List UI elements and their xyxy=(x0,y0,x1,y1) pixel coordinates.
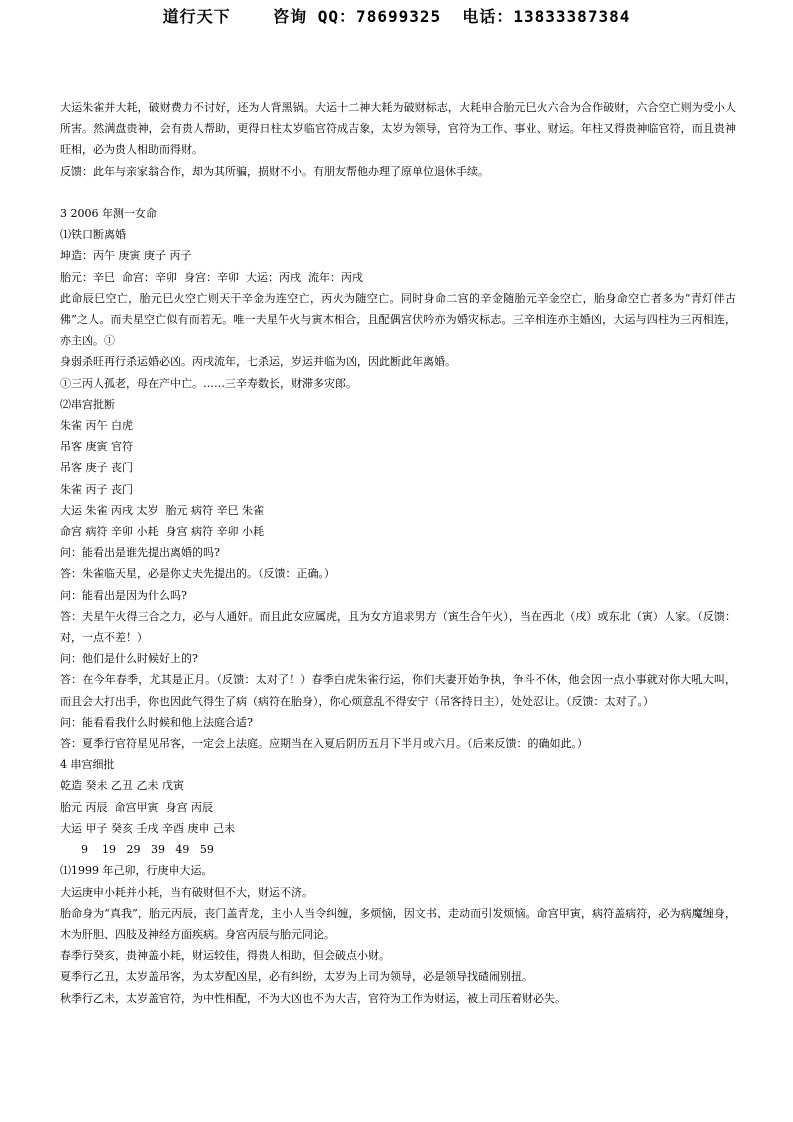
answer: 答：朱雀临天星，必是你丈夫先提出的。（反馈：正确。） xyxy=(60,567,335,581)
paragraph: 胎元：辛巳 命宫：辛卯 身宫：辛卯 大运：丙戌 流年：丙戌 xyxy=(60,270,363,284)
answer: 答：夫星午火得三合之力，必与人通奸。而且此女应属虎，且为女方追求男方（寅生合午火），当在西北（戌）或东北（寅）人家。（反馈：对，一点不差！） xyxy=(60,609,736,645)
section-heading: 4 串宫细批 xyxy=(60,758,115,772)
paragraph: 9 19 29 39 49 59 xyxy=(60,843,214,857)
paragraph: 胎命身为“真我”，胎元丙辰，丧门盖青龙，主小人当令纠缠，多烦恼，因文书、走动而引发烦恼。命宫甲寅，病符盖病符，必为病魔缠身，木为肝胆、四肢及神经方面疾病。身宫丙辰与胎元同论。 xyxy=(60,906,736,941)
subsection-heading: ⑴1999 年己卯，行庚申大运。 xyxy=(60,864,213,878)
question: 问：他们是什么时候好上的? xyxy=(60,652,198,666)
paragraph: 朱雀 丙子 丧门 xyxy=(60,482,133,496)
page-header: 道行天下 咨询 QQ：78699325 电话：13833387384 xyxy=(162,7,631,26)
subsection-heading: ⑵串宫批断 xyxy=(60,397,115,411)
paragraph: 胎元 丙辰 命宫甲寅 身宫 丙辰 xyxy=(60,800,213,814)
section-heading: 3 2006 年测一女命 xyxy=(60,207,157,220)
document-body xyxy=(60,97,736,1009)
paragraph: 大运 朱雀 丙戌 太岁 胎元 病符 辛巳 朱雀 xyxy=(60,503,264,517)
answer: 答：夏季行官符星见吊客，一定会上法庭。应期当在入夏后阴历五月下半月或六月。（后来反馈：的确如此。） xyxy=(60,737,588,751)
paragraph: 吊客 庚子 丧门 xyxy=(60,461,133,475)
question: 问：能看出是谁先提出离婚的吗? xyxy=(60,546,220,560)
paragraph: 大运庚申小耗并小耗，当有破财但不大，财运不济。 xyxy=(60,885,313,899)
paragraph: 秋季行乙未，太岁盖官符，为中性相配，不为大凶也不为大吉，官符为工作为财运，被上司压着财必失。 xyxy=(60,991,566,1005)
paragraph: 身弱杀旺再行杀运婚必凶。丙戌流年，七杀运，岁运并临为凶，因此断此年离婚。 xyxy=(60,355,456,369)
paragraph: 坤造：丙午 庚寅 庚子 丙子 xyxy=(60,249,192,263)
paragraph: 乾造 癸未 乙丑 乙未 戊寅 xyxy=(60,779,184,793)
paragraph: 此命辰巳空亡，胎元巳火空亡则天干辛金为连空亡，丙火为随空亡。同时身命二宫的辛金随胎元辛金空亡，胎身命空亡者多为“青灯伴古佛”之人。而夫星空亡似有而若无。唯一夫星午火与寅木相合，且配偶宫伏吟亦为婚灾标志。三辛相连亦主婚凶，大运与四柱为三丙相连，亦主凶。① xyxy=(60,291,736,348)
paragraph: 反馈：此年与亲家翁合作，却为其所骗，损财不小。有朋友帮他办理了原单位退休手续。 xyxy=(60,164,489,178)
answer: 答：在今年春季，尤其是正月。（反馈：太对了！）春季白虎朱雀行运，你们夫妻开始争执，争斗不休，他会因一点小事就对你大吼大叫，而且会大打出手，你也因此气得生了病（病符在胎身），你心烦意乱不得安宁（吊客持日主），处处忍让。（反馈：太对了。） xyxy=(60,673,736,708)
question: 问：能看看我什么时候和他上法庭合适? xyxy=(60,715,253,729)
subsection-heading: ⑴铁口断离婚 xyxy=(60,228,126,242)
paragraph: 命宫 病符 辛卯 小耗 身宫 病符 辛卯 小耗 xyxy=(60,525,264,539)
paragraph: 夏季行乙丑，太岁盖吊客，为太岁配凶星，必有纠纷，太岁为上司为领导，必是领导找碴闹别扭。 xyxy=(60,970,533,984)
footnote: ①三丙人孤老，母在产中亡。……三辛寿数长，财滞多灾郎。 xyxy=(60,376,357,390)
paragraph: 吊客 庚寅 官符 xyxy=(60,440,133,454)
spacer xyxy=(60,182,736,203)
paragraph: 朱雀 丙午 白虎 xyxy=(60,419,133,433)
paragraph: 大运 甲子 癸亥 壬戌 辛酉 庚申 己未 xyxy=(60,821,235,835)
question: 问：能看出是因为什么吗? xyxy=(60,588,187,602)
paragraph: 春季行癸亥，贵神盖小耗，财运较佳，得贵人相助，但会破点小财。 xyxy=(60,949,390,963)
paragraph: 大运朱雀并大耗，破财费力不讨好，还为人背黑锅。大运十二神大耗为破财标志，大耗申合胎元巳火六合为合作破财，六合空亡则为受小人所害。然满盘贵神，会有贵人帮助，更得日柱太岁临官符成吉象，太岁为领导，官符为工作、事业、财运。年柱又得贵神临官符，而且贵神旺相，必为贵人相助而得财。 xyxy=(60,101,736,157)
